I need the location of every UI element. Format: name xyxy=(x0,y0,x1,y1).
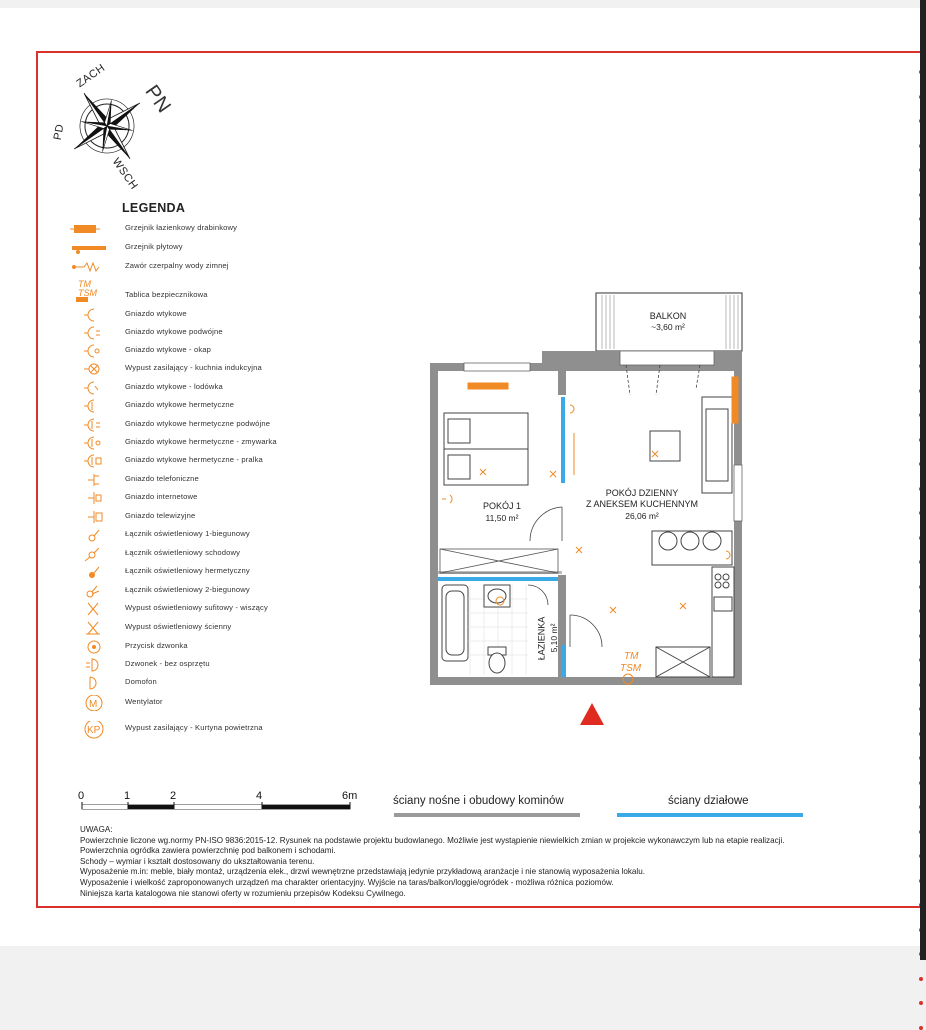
hood-socket-icon xyxy=(70,343,116,359)
switch-2pole-icon xyxy=(70,583,116,599)
scale-tick-0: 0 xyxy=(78,790,85,802)
legend-item xyxy=(70,279,390,304)
legend-item xyxy=(70,695,390,711)
compass-east: WSCH xyxy=(109,155,140,193)
phone-socket-icon xyxy=(70,472,116,488)
scale-tick-1: 1 xyxy=(124,790,131,802)
partition-walls-label: ściany działowe xyxy=(668,795,749,807)
legend-item xyxy=(70,307,390,323)
induction-outlet-icon xyxy=(70,361,116,377)
legend-item xyxy=(70,435,390,451)
legend-item-label: Łącznik oświetleniowy 2-biegunowy xyxy=(125,585,250,594)
legend-item xyxy=(70,490,390,506)
scale-tick-2: 2 xyxy=(170,790,177,802)
legend-item-label: Gniazdo wtykowe hermetyczne - pralka xyxy=(125,455,263,464)
compass-rose xyxy=(45,60,185,200)
cold-water-valve-icon xyxy=(70,259,116,275)
living-area: 26,06 m² xyxy=(625,511,659,521)
legend-item-label: Dzwonek - bez osprzętu xyxy=(125,659,210,668)
page-edge xyxy=(920,0,926,960)
legend-item xyxy=(70,472,390,488)
balcony-name: BALKON xyxy=(649,311,687,321)
load-bearing-walls-label: ściany nośne i obudowy kominów xyxy=(393,795,564,807)
note-line: Powierzchnia ogródka zawiera powierzchnię pod balkonem i schodami. xyxy=(80,846,336,856)
double-socket-icon xyxy=(70,325,116,341)
scale-tick-4: 4 xyxy=(256,790,263,802)
tv-socket-icon xyxy=(70,509,116,525)
legend-item-label: Tablica bezpiecznikowa xyxy=(125,290,208,299)
legend-item-label: Gniazdo wtykowe - lodówka xyxy=(125,382,223,391)
bell-button-icon xyxy=(70,639,116,655)
compass-south: PD xyxy=(51,122,67,142)
legend-item-label: Gniazdo telefoniczne xyxy=(125,474,199,483)
legend-item-label: Domofon xyxy=(125,677,157,686)
note-line: Niniejsza karta katalogowa nie stanowi oferty w rozumieniu przepisów Kodeksu Cywilnego. xyxy=(80,888,406,898)
note-line: Wyposażenie i wielkość zaproponowanych urządzeń ma charakter orientacyjny. Wyjście na taras/balkon/loggie/ogródek - możliwa różnica poziomów. xyxy=(80,877,614,887)
note-line: Wyposażenie m.in: meble, biały montaż, urządzenia elek., drzwi wewnętrzne przedstawiają jedynie przykładową aranżacje i nie stanowią wyposażenia lokalu. xyxy=(80,867,645,877)
compass-north: PN xyxy=(140,81,176,118)
panel-radiator-icon xyxy=(70,240,116,256)
note-line: Powierzchnie liczone wg.normy PN-ISO 9836:2015-12. Rysunek na podstawie projektu budowlanego. Możliwie jest wystąpienie niewielkich zmian w projekcie wykonawczym lub na etapie realizacji. xyxy=(80,835,785,845)
legend-item xyxy=(70,620,390,636)
legend-item xyxy=(70,398,390,414)
legend-item xyxy=(70,527,390,543)
notes-block xyxy=(80,825,910,899)
legend-item-label: Łącznik oświetleniowy 1-biegunowy xyxy=(125,529,250,538)
living-name-line2: Z ANEKSEM KUCHENNYM xyxy=(585,499,699,509)
legend-item xyxy=(70,675,390,691)
legend-item xyxy=(70,325,390,341)
legend-item-label: Gniazdo wtykowe hermetyczne xyxy=(125,400,235,409)
legend-item xyxy=(70,601,390,617)
ceiling-light-icon xyxy=(70,601,116,617)
legend-item-label: Gniazdo wtykowe podwójne xyxy=(125,327,223,336)
fridge-socket-icon xyxy=(70,380,116,396)
room1-name: POKÓJ 1 xyxy=(482,501,521,511)
washer-socket-icon xyxy=(70,453,116,469)
legend-item-label: Gniazdo wtykowe hermetyczne podwójne xyxy=(125,419,271,428)
legend-item-label: Gniazdo telewizyjne xyxy=(125,511,196,520)
compass-icon xyxy=(45,60,185,200)
legend-item-label: Przycisk dzwonka xyxy=(125,641,188,650)
switch-stair-icon xyxy=(70,546,116,562)
intercom-icon xyxy=(70,675,116,691)
internet-socket-icon xyxy=(70,490,116,506)
balcony-area: ~3,60 m² xyxy=(651,322,685,332)
fuse-board-symbol-text: TM TSM xyxy=(78,279,97,298)
partition-walls-swatch xyxy=(617,813,803,817)
legend-item-label: Wypust zasilający - Kurtyna powietrzna xyxy=(125,723,263,732)
scale-bar xyxy=(78,790,378,820)
legend-item xyxy=(70,721,390,737)
legend-item xyxy=(70,583,390,599)
hermetic-socket-icon xyxy=(70,398,116,414)
switch-hermetic-icon xyxy=(70,564,116,580)
svg-text:M: M xyxy=(89,699,98,710)
scale-bar-graphic xyxy=(78,790,378,820)
floor-plan xyxy=(420,285,760,705)
load-bearing-walls-swatch xyxy=(394,813,580,817)
compass-west: ZACH xyxy=(74,61,108,91)
legend-item xyxy=(70,221,390,237)
legend-item-label: Gniazdo wtykowe - okap xyxy=(125,345,212,354)
room1-area: 11,50 m² xyxy=(485,513,519,523)
legend-item-label: Grzejnik płytowy xyxy=(125,242,183,251)
fan-icon xyxy=(70,695,116,711)
switch-1pole-icon xyxy=(70,527,116,543)
legend-item-label: Zawór czerpalny wody zimnej xyxy=(125,261,229,270)
legend-item xyxy=(70,380,390,396)
legend-item-label: Wentylator xyxy=(125,697,163,706)
legend-item-label: Wypust oświetleniowy ścienny xyxy=(125,622,232,631)
legend-item-label: Gniazdo wtykowe xyxy=(125,309,187,318)
legend-item-label: Łącznik oświetleniowy hermetyczny xyxy=(125,566,250,575)
legend-item xyxy=(70,343,390,359)
legend-item xyxy=(70,509,390,525)
legend-item xyxy=(70,361,390,377)
legend-item xyxy=(70,240,390,256)
legend-item-label: Gniazdo wtykowe hermetyczne - zmywarka xyxy=(125,437,277,446)
bathtub xyxy=(442,585,468,661)
legend-item-label: Wypust zasilający - kuchnia indukcyjna xyxy=(125,363,262,372)
legend-item xyxy=(70,657,390,673)
legend-title: LEGENDA xyxy=(122,201,186,215)
dishwasher-socket-icon xyxy=(70,435,116,451)
legend-item xyxy=(70,259,390,275)
legend-item xyxy=(70,564,390,580)
scale-tick-6: 6m xyxy=(342,790,358,802)
air-curtain-icon xyxy=(70,721,116,737)
note-line: Schody – wymiar i kształt dostosowany do ukształtowania terenu. xyxy=(80,856,315,866)
sofa xyxy=(702,397,732,493)
hermetic-double-socket-icon xyxy=(70,417,116,433)
entrance-arrow-icon xyxy=(580,703,604,725)
legend-item xyxy=(70,546,390,562)
fuse-label-tsm: TSM xyxy=(620,663,642,674)
legend-item-label: Łącznik oświetleniowy schodowy xyxy=(125,548,241,557)
ladder-radiator-icon xyxy=(70,221,116,237)
legend-item xyxy=(70,639,390,655)
bed xyxy=(444,413,528,485)
bathroom-name: ŁAZIENKA xyxy=(536,616,547,661)
svg-text:KP: KP xyxy=(87,725,101,736)
fuse-label-tm: TM xyxy=(624,651,639,662)
legend-item-label: Wypust oświetleniowy sufitowy - wiszący xyxy=(125,603,268,612)
bathroom-area: 5,10 m² xyxy=(549,623,559,653)
legend-item xyxy=(70,453,390,469)
legend-item-label: Gniazdo internetowe xyxy=(125,492,198,501)
notes-heading: UWAGA: xyxy=(80,825,113,834)
living-name-line1: POKÓJ DZIENNY xyxy=(605,488,679,498)
fuse-board-icon xyxy=(70,279,116,304)
bell-icon xyxy=(70,657,116,673)
legend-item-label: Grzejnik łazienkowy drabinkowy xyxy=(125,223,238,232)
socket-icon xyxy=(70,307,116,323)
legend-item xyxy=(70,417,390,433)
wall-light-icon xyxy=(70,620,116,636)
